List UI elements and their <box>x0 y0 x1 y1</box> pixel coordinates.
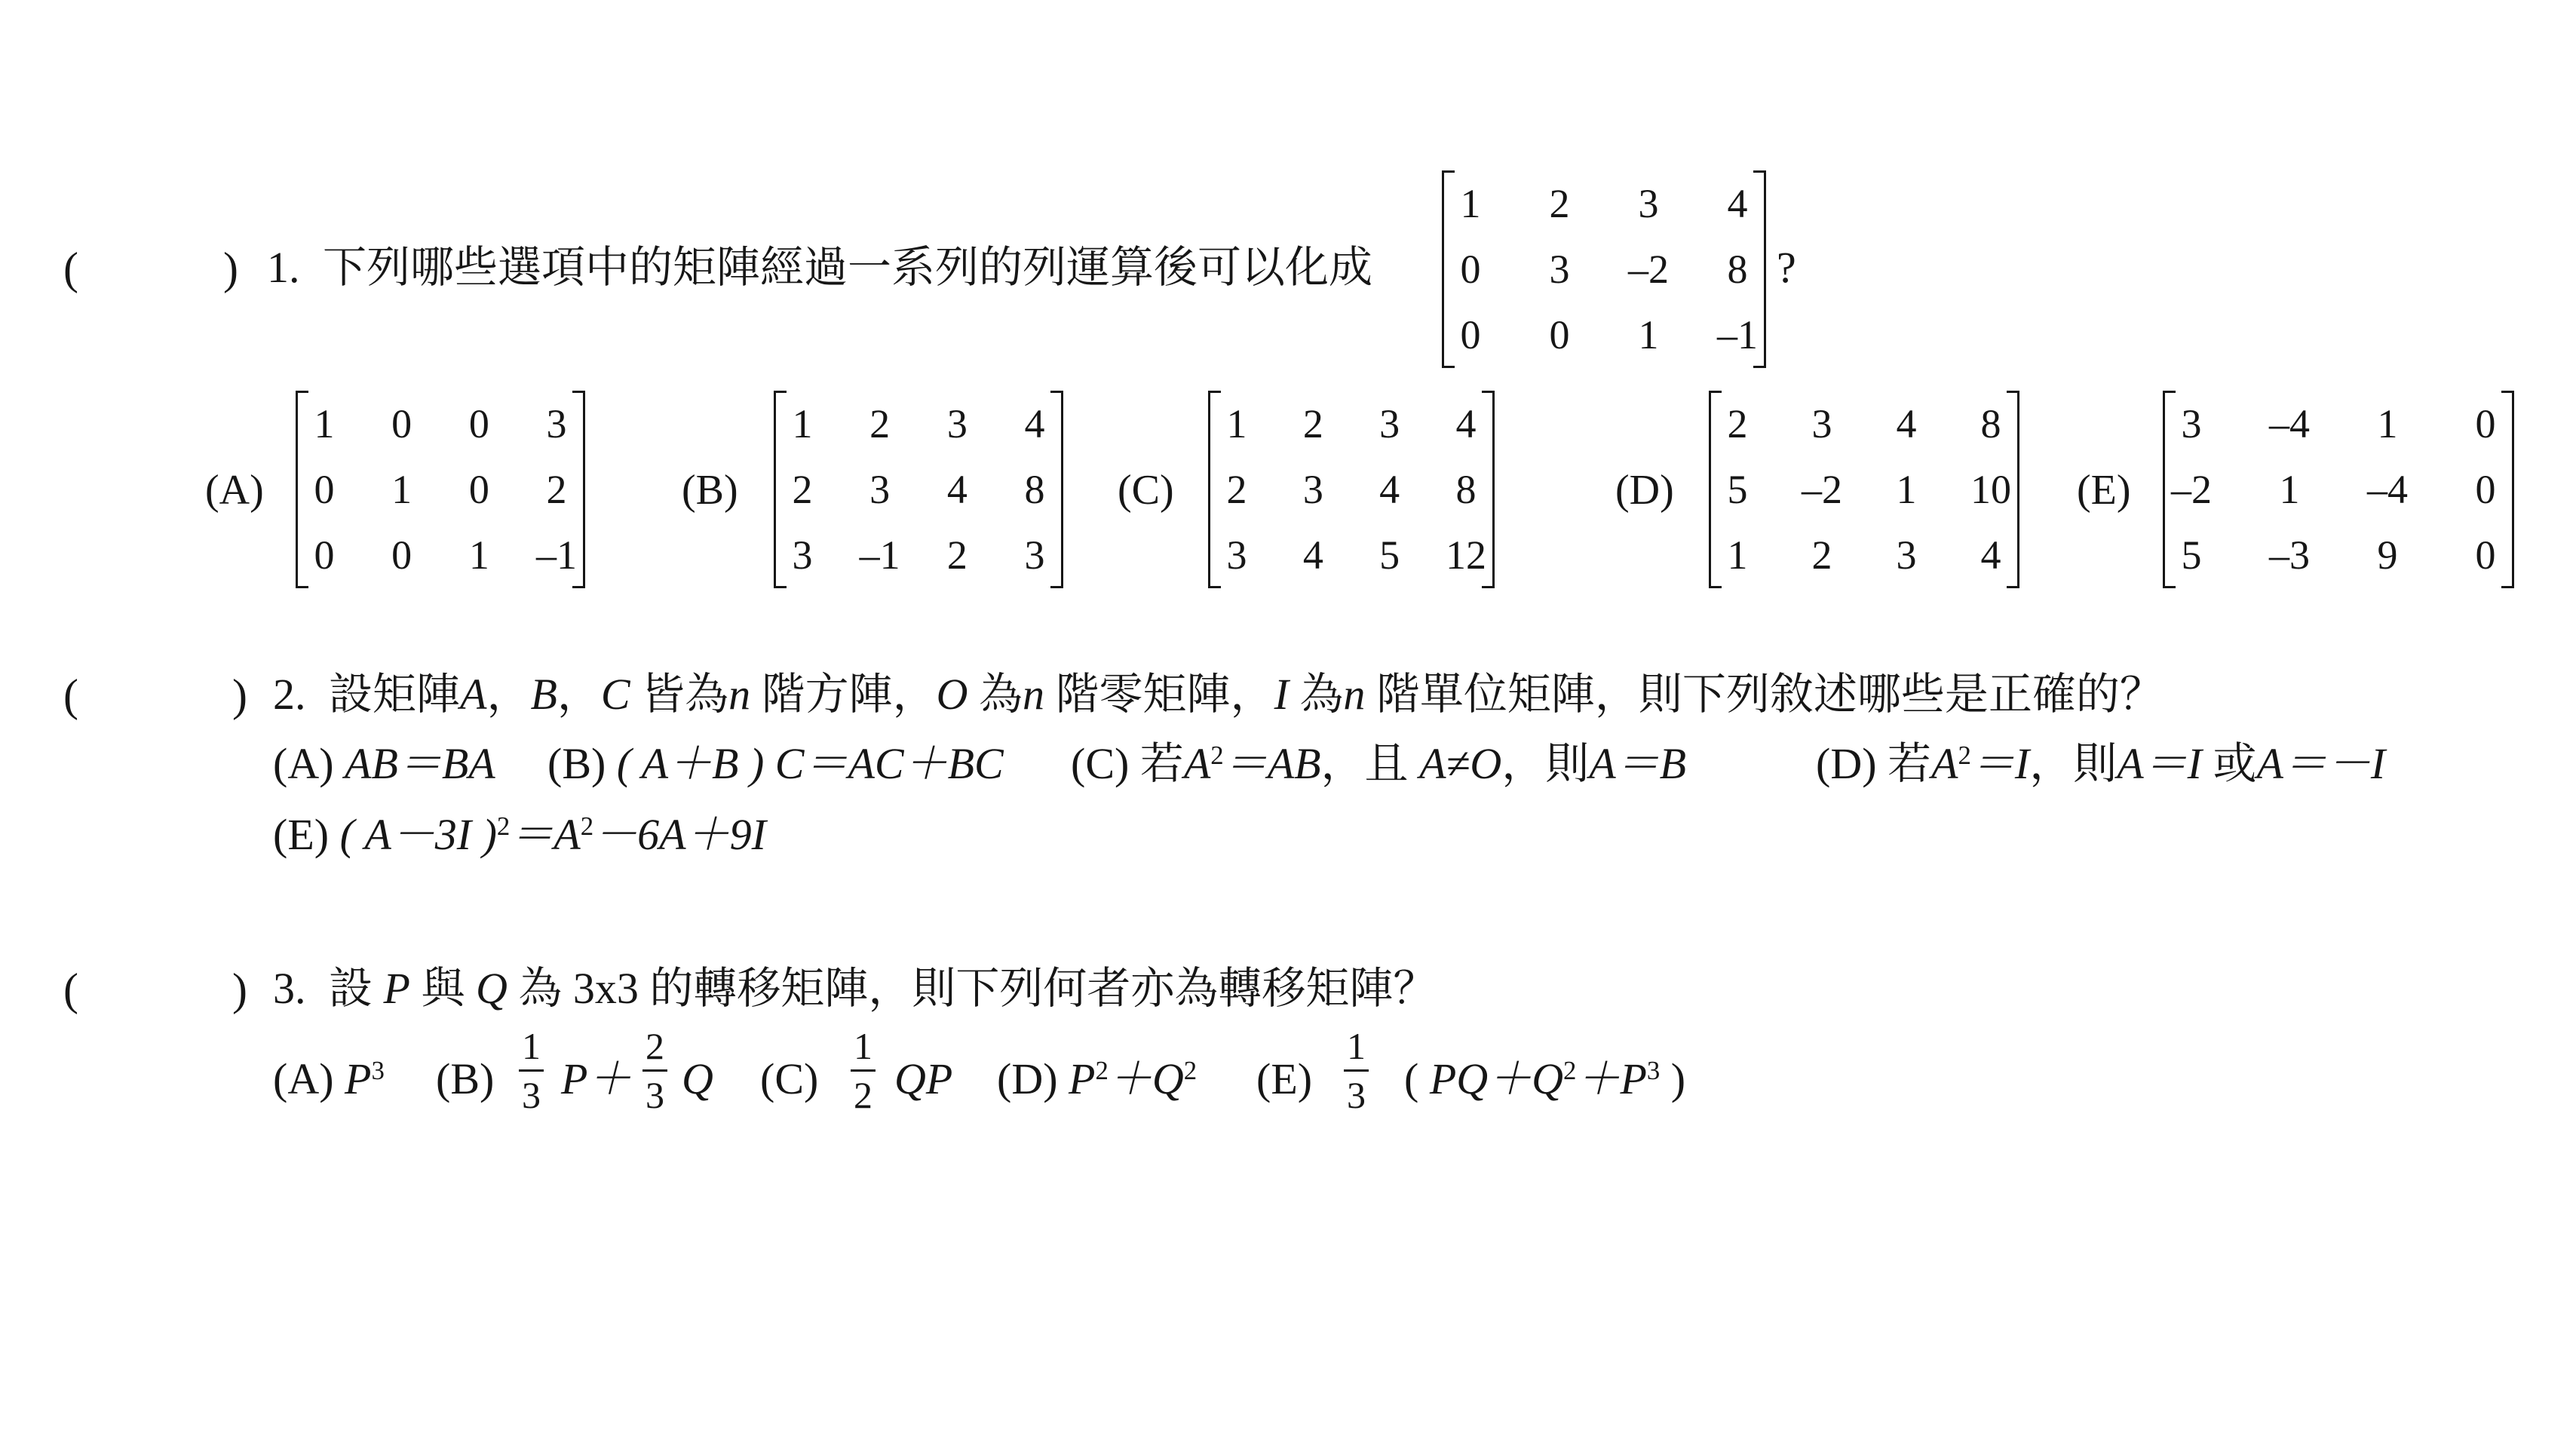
matrix-cell: –2 <box>2171 467 2212 512</box>
question-number: 1. <box>267 243 300 292</box>
matrix-cell: 1 <box>2377 400 2398 446</box>
option-e-label: (E) <box>2077 467 2131 514</box>
matrix-cell: 2 <box>1727 400 1748 446</box>
matrix-right-bracket <box>1050 391 1063 588</box>
matrix-cell: 0 <box>314 467 335 512</box>
matrix-cell: 3 <box>1024 532 1045 578</box>
matrix-cell: 1 <box>468 532 489 578</box>
target-matrix <box>1442 170 1766 368</box>
answer-blank-close-paren: ) <box>223 244 238 293</box>
matrix-cell: 0 <box>1549 312 1570 358</box>
answer-blank-open-paren: ( <box>63 244 78 293</box>
option-c-matrix <box>1208 391 1495 588</box>
matrix-cell: –2 <box>1802 467 1842 512</box>
option-d-matrix <box>1709 391 2019 588</box>
matrix-left-bracket <box>1442 170 1455 368</box>
matrix-cell: 3 <box>1811 400 1832 446</box>
matrix-cell: 4 <box>1024 400 1045 446</box>
option-c-label: (C) <box>1118 467 1174 514</box>
question-prompt: 設矩陣A，B，C 皆為n 階方陣，O 為n 階零矩陣，I 為n 階單位矩陣，則下列敘述哪些是正確的？ <box>329 670 2164 719</box>
matrix-cell: 3 <box>1379 400 1400 446</box>
option-c: (C) 若$A^2=AB$，且 A≠O，則A＝B <box>1071 739 1687 788</box>
matrix-cell: 8 <box>1727 247 1748 292</box>
matrix-cell: 1 <box>314 400 335 446</box>
option-c-fraction: 1 2 <box>851 1027 876 1114</box>
matrix-cell: 8 <box>1024 467 1045 512</box>
matrix-cell: 3 <box>546 400 567 446</box>
matrix-cell: 3 <box>792 532 813 578</box>
matrix-cell: 2 <box>1302 400 1323 446</box>
option-c-label: (C) <box>760 1054 819 1103</box>
matrix-cell: 2 <box>946 532 968 578</box>
matrix-cell: 8 <box>1980 400 2001 446</box>
matrix-cell: 3 <box>869 467 891 512</box>
answer-blank-open-paren: ( <box>63 965 78 1014</box>
matrix-cell: 4 <box>1302 532 1323 578</box>
matrix-cell: 5 <box>1727 467 1748 512</box>
matrix-cell: 10 <box>1970 467 2011 512</box>
option-e-fraction: 1 3 <box>1344 1027 1369 1114</box>
matrix-cell: 1 <box>1896 467 1917 512</box>
matrix-cell: 1 <box>1460 180 1481 226</box>
matrix-right-bracket <box>2501 391 2514 588</box>
matrix-cell: –1 <box>859 532 900 578</box>
matrix-cell: 4 <box>946 467 968 512</box>
option-e-label: (E) <box>1256 1054 1313 1103</box>
matrix-cell: 1 <box>1226 400 1247 446</box>
option-b: (B) ( A＋B ) C＝AC＋BC <box>547 739 1004 788</box>
matrix-cell: –4 <box>2367 467 2408 512</box>
matrix-left-bracket <box>774 391 787 588</box>
matrix-cell: 3 <box>1638 180 1659 226</box>
matrix-cell: 1 <box>2279 467 2300 512</box>
matrix-cell: 3 <box>946 400 968 446</box>
matrix-cell: 2 <box>1226 467 1247 512</box>
option-d: (D) 若$A^2=I$，則A＝I 或A＝－I <box>1816 739 2386 788</box>
matrix-cell: 4 <box>1379 467 1400 512</box>
option-d-label: (D) <box>1615 467 1674 514</box>
matrix-cell: 2 <box>792 467 813 512</box>
option-b-matrix <box>774 391 1063 588</box>
question-number: 3. <box>273 964 306 1013</box>
matrix-cell: 0 <box>1460 312 1481 358</box>
question-end-mark: ? <box>1777 243 1796 292</box>
answer-blank-close-paren: ) <box>232 965 247 1014</box>
option-a-matrix <box>296 391 585 588</box>
answer-blank-close-paren: ) <box>232 670 247 720</box>
matrix-cell: 4 <box>1455 400 1477 446</box>
matrix-cell: 0 <box>2475 532 2496 578</box>
matrix-cell: 3 <box>1549 247 1570 292</box>
option-b-p-term: P＋ <box>561 1054 632 1103</box>
matrix-cell: 0 <box>391 400 412 446</box>
matrix-cell: 4 <box>1980 532 2001 578</box>
matrix-cell: 3 <box>1896 532 1917 578</box>
option-e-matrix <box>2163 391 2514 588</box>
matrix-cell: 12 <box>1446 532 1486 578</box>
matrix-cell: 8 <box>1455 467 1477 512</box>
matrix-cell: 3 <box>1302 467 1323 512</box>
matrix-cell: 2 <box>546 467 567 512</box>
option-b-fraction-1: 1 3 <box>519 1027 544 1114</box>
question-prompt: 下列哪些選項中的矩陣經過一系列的列運算後可以化成 <box>323 243 1373 292</box>
matrix-cell: 1 <box>792 400 813 446</box>
option-e: (E) ( A－3I )$^2=A^2-6A+9I$ <box>273 810 766 859</box>
matrix-cell: 1 <box>1727 532 1748 578</box>
matrix-cell: –4 <box>2269 400 2310 446</box>
option-b-label: (B) <box>436 1054 495 1103</box>
matrix-cell: 2 <box>869 400 891 446</box>
matrix-cell: 5 <box>2181 532 2202 578</box>
answer-blank-open-paren: ( <box>63 670 78 720</box>
option-a: (A) $P^3$ <box>273 1054 385 1103</box>
option-a-label: (A) <box>205 467 264 514</box>
matrix-cell: 1 <box>391 467 412 512</box>
matrix-left-bracket <box>296 391 308 588</box>
option-d: (D) $P^2+Q^2$ <box>997 1054 1198 1103</box>
matrix-cell: 3 <box>2181 400 2202 446</box>
matrix-cell: –1 <box>536 532 577 578</box>
option-a: (A) AB＝BA <box>273 739 495 788</box>
option-b-label: (B) <box>682 467 738 514</box>
matrix-cell: 0 <box>468 467 489 512</box>
option-b-q-term: Q <box>682 1054 713 1103</box>
matrix-cell: 3 <box>1226 532 1247 578</box>
question-prompt: 設 P 與 Q 為 3x3 的轉移矩陣，則下列何者亦為轉移矩陣？ <box>329 964 1437 1013</box>
matrix-cell: 9 <box>2377 532 2398 578</box>
question-number: 2. <box>273 670 306 719</box>
matrix-cell: 1 <box>1638 312 1659 358</box>
matrix-cell: 0 <box>314 532 335 578</box>
matrix-cell: –3 <box>2269 532 2310 578</box>
matrix-cell: 0 <box>1460 247 1481 292</box>
option-b-fraction-2: 2 3 <box>642 1027 667 1114</box>
matrix-cell: 4 <box>1896 400 1917 446</box>
matrix-cell: –1 <box>1717 312 1758 358</box>
matrix-cell: 0 <box>2475 467 2496 512</box>
option-e-expression: ( $PQ+Q^2+P^3$ ) <box>1404 1054 1686 1103</box>
matrix-cell: 0 <box>2475 400 2496 446</box>
matrix-cell: 0 <box>468 400 489 446</box>
matrix-cell: 2 <box>1811 532 1832 578</box>
matrix-cell: 2 <box>1549 180 1570 226</box>
option-c-qp-term: QP <box>894 1054 953 1103</box>
matrix-cell: 5 <box>1379 532 1400 578</box>
matrix-left-bracket <box>1709 391 1722 588</box>
matrix-cell: 4 <box>1727 180 1748 226</box>
matrix-cell: –2 <box>1628 247 1669 292</box>
matrix-cell: 0 <box>391 532 412 578</box>
matrix-left-bracket <box>1208 391 1221 588</box>
